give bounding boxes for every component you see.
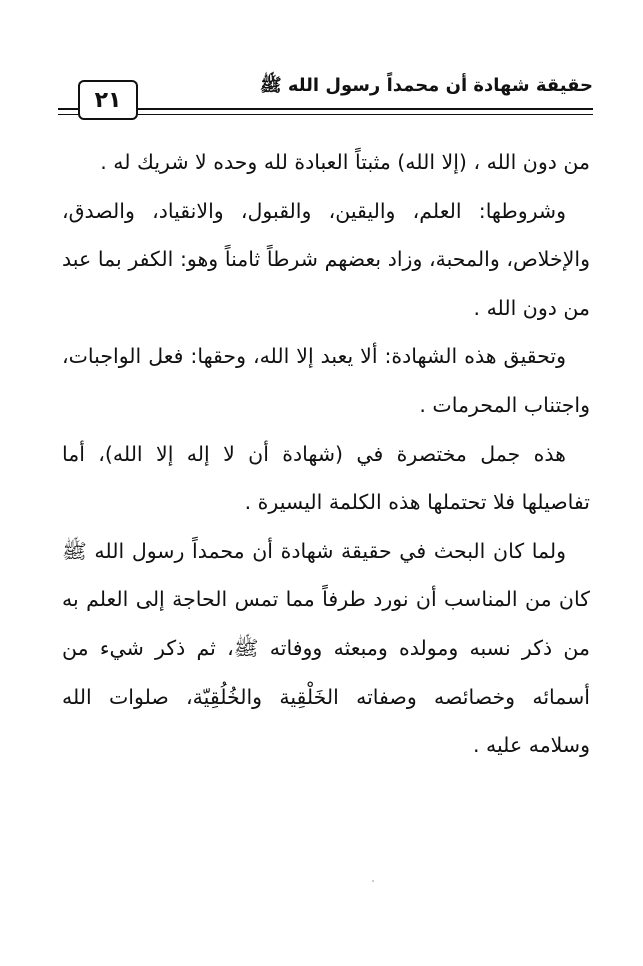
paragraph: ولما كان البحث في حقيقة شهادة أن محمداً رسول الله ﷺ كان من المناسب أن نورد طرفاً مما تمس الحاجة إلى العلم به من ذكر نسبه ومولده ومبعثه ووفاته ﷺ، ثم ذكر شيء من أسمائه وخصائصه وصفاته الخَلْقِية والخُلُقِيّة، صلوات الله وسلامه عليه . — [62, 538, 590, 758]
paragraph: هذه جمل مختصرة في (شهادة أن لا إله إلا الله)، أما تفاصيلها فلا تحتملها هذه الكلمة اليسيرة . — [62, 441, 590, 515]
paragraph: وشروطها: العلم، واليقين، والقبول، والانقياد، والصدق، والإخلاص، والمحبة، وزاد بعضهم شرطاً ثامناً وهو: الكفر بما عبد من دون الله . — [62, 198, 590, 320]
body-text — [62, 138, 590, 770]
header-title: حقيقة شهادة أن محمداً رسول الله ﷺ — [259, 75, 593, 96]
page-number: ٢١ — [94, 87, 122, 113]
paragraph: من دون الله ، (إلا الله) مثبتاً العبادة لله وحده لا شريك له . — [100, 150, 590, 174]
running-header — [58, 66, 593, 122]
page-number-box — [78, 80, 138, 120]
scan-speck — [372, 880, 374, 882]
header-rule-thick — [58, 108, 593, 110]
header-rule-thin — [58, 114, 593, 115]
paragraph: وتحقيق هذه الشهادة: ألا يعبد إلا الله، وحقها: فعل الواجبات، واجتناب المحرمات . — [62, 344, 590, 417]
